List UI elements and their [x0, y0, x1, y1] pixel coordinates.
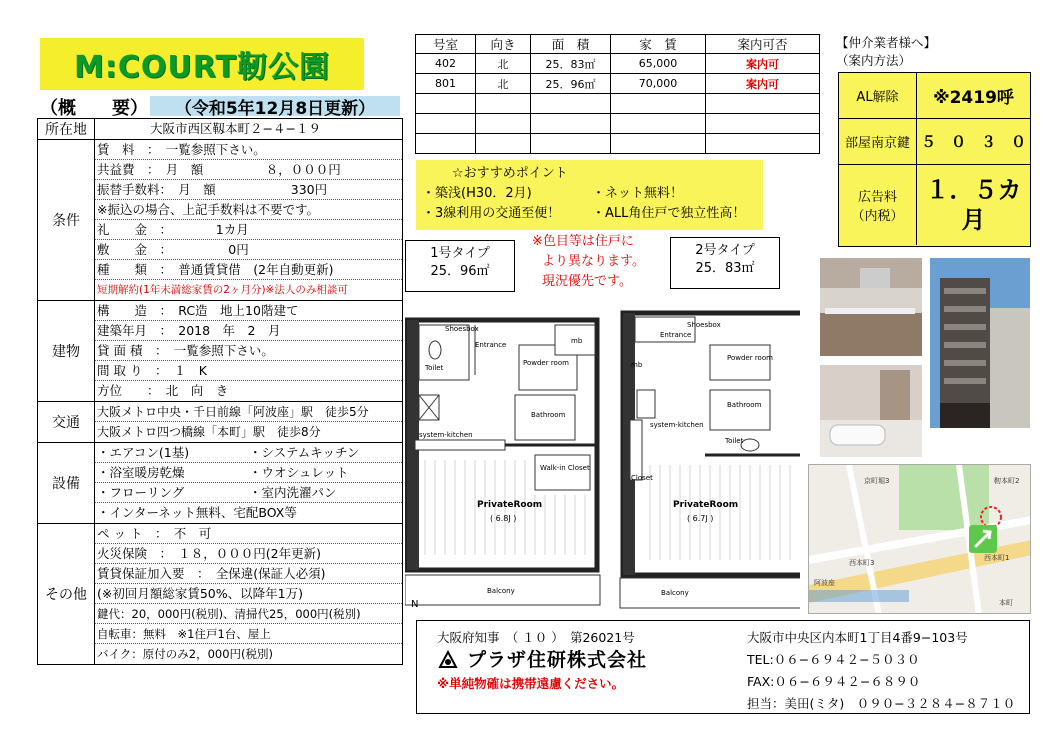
recommend-heading: ☆おすすめポイント — [452, 166, 568, 181]
plan-room-size: ( 6.7J ) — [687, 514, 714, 523]
plan-label: Bathroom — [531, 411, 566, 419]
kitchen-photo — [820, 258, 922, 356]
address-value: 大阪市西区靱本町２−４−１９ — [150, 121, 321, 136]
recommend-item: ・ALL角住戸で独立性高！ — [592, 206, 746, 221]
agent-key: AL解除 — [839, 73, 917, 118]
agent-intro — [836, 34, 936, 70]
agent-key: 部屋南京鍵 — [839, 119, 917, 164]
other-line: ペ ッ ト ： 不 可 — [95, 524, 402, 544]
cond-line: 敷 金 ： 0円 — [95, 240, 402, 260]
cond-line: 振替手数料： 月 額 330円 — [95, 180, 402, 200]
type1-name: 1号タイプ — [430, 246, 490, 261]
company-logo — [437, 649, 647, 671]
building-line: 間 取 り ： １ K — [95, 361, 402, 381]
unit-cell: 801 — [416, 74, 476, 94]
recommend-item: ・ネット無料！ — [592, 186, 684, 201]
type2-name: 2号タイプ — [695, 243, 755, 258]
plan-label: Toilet — [725, 437, 744, 445]
cond-line: 共益費 ： 月 額 ８，０００円 — [95, 160, 402, 180]
update-label: （令和5年12月8日更新） — [150, 96, 400, 116]
cond-line: ※振込の場合、上記手数料は不要です。 — [95, 200, 402, 220]
units-header: 面 積 — [531, 35, 611, 54]
color-note-line: ※色目等は住戸に — [532, 234, 634, 249]
agent-value: ５ ０ ３ ０ — [920, 133, 1026, 151]
building-label: 建物 — [38, 301, 95, 402]
footer-box — [416, 620, 1030, 714]
company-tel: TEL:０６−６９４２−５０３０ — [747, 652, 920, 667]
agent-value: ※2419呼 — [933, 88, 1014, 108]
unit-cell: 25．83㎡ — [531, 54, 611, 74]
type1-box — [405, 240, 515, 292]
cond-line: 賃 料 ： 一覧参照下さい。 — [95, 140, 402, 160]
plan-label: Powder room — [727, 354, 773, 362]
address-label: 所在地 — [38, 119, 95, 140]
map-label: 京町堀3 — [864, 477, 890, 485]
type2-area: 25．83㎡ — [695, 261, 755, 276]
table-row — [416, 74, 820, 94]
info-table — [37, 118, 403, 665]
unit-cell: 25．96㎡ — [531, 74, 611, 94]
recommend-item: ・3線利用の交通至便！ — [422, 206, 561, 221]
building-line: 方位 ： 北 向 き — [97, 383, 229, 398]
bathroom-photo — [820, 365, 922, 457]
overview-label: （概 要） — [40, 98, 148, 119]
plan-label: Closet — [631, 474, 653, 482]
building-line: 貸 面 積 ： 一覧参照下さい。 — [95, 341, 402, 361]
units-table — [415, 34, 820, 154]
plan-label: system-kitchen — [419, 431, 473, 439]
company-fax: FAX:０６−６９４２−６８９０ — [747, 674, 921, 689]
unit-cell: 402 — [416, 54, 476, 74]
color-note-line: より異なります。 — [542, 254, 645, 269]
plan-label: Toilet — [425, 364, 444, 372]
color-note — [532, 232, 645, 292]
facilities-label: 設備 — [38, 443, 95, 524]
agent-key: 広告料 （内税） — [839, 165, 917, 245]
plan-room: PrivateRoom — [477, 500, 543, 510]
property-title: M:COURT靭公園 — [40, 38, 364, 90]
agent-box — [838, 72, 1031, 247]
transport-line: 大阪メトロ四つ橋線「本町」駅 徒歩8分 — [97, 425, 321, 439]
building-photo — [930, 258, 1030, 428]
building-line: 構 造 ： RC造 地上10階建て — [95, 301, 402, 321]
map-label: 西本町3 — [849, 559, 875, 567]
company-address: 大阪市中央区内本町1丁目4番9−103号 — [747, 630, 968, 645]
unit-cell: 北 — [476, 74, 531, 94]
plan-label: Walk-in Closet — [540, 464, 590, 472]
company-contact: 担当：美田(ミタ) ０９０−３２８４−８７１０ — [747, 696, 1016, 711]
plan-label: Shoesbox — [445, 325, 479, 333]
plan-label: Shoesbox — [687, 321, 721, 329]
plan-label: Bathroom — [727, 401, 762, 409]
transport-line: 大阪メトロ中央・千日前線「阿波座」駅 徒歩5分 — [95, 402, 402, 422]
unit-cell: 案内可 — [706, 54, 820, 74]
cond-line: 種 類 ： 普通賃貸借 (2年自動更新) — [95, 260, 402, 280]
floor-plans — [405, 295, 800, 620]
plan-label: Entrance — [475, 341, 507, 349]
plan-room: PrivateRoom — [673, 500, 739, 510]
unit-cell: 北 — [476, 54, 531, 74]
license-text: 大阪府知事 （ １０ ） 第26021号 — [437, 630, 635, 645]
plan-label: mb — [631, 361, 643, 369]
facility-item: ・エアコン(1基) — [97, 445, 190, 460]
other-small: バイク：原付のみ2，000円(税別) — [97, 647, 274, 661]
unit-cell: 70,000 — [611, 74, 706, 94]
location-map — [808, 464, 1031, 614]
units-header: 案内可否 — [706, 35, 820, 54]
transport-label: 交通 — [38, 402, 95, 443]
cond-line: 礼 金 ： 1カ月 — [95, 220, 402, 240]
recommend-box — [416, 160, 763, 230]
recommend-item: ・築浅(H30．2月) — [422, 186, 532, 201]
table-row — [416, 94, 820, 114]
table-row — [416, 114, 820, 134]
company-logo-icon — [437, 649, 459, 671]
agent-value: １．５カ 月 — [925, 176, 1022, 234]
plan-label: system-kitchen — [650, 421, 704, 429]
plan-label: mb — [571, 337, 583, 345]
cond-red-note: 短期解約(1年未満総家賃の2ヶ月分)※法人のみ相談可 — [97, 284, 348, 296]
footer-warning: ※単純物確は携帯遠慮ください。 — [437, 676, 625, 691]
plan-label: Entrance — [660, 331, 692, 339]
plan-label: Balcony — [661, 589, 689, 597]
unit-cell: 案内可 — [706, 74, 820, 94]
type1-area: 25．96㎡ — [430, 264, 490, 279]
units-header: 家 賃 — [611, 35, 706, 54]
conditions-label: 条件 — [38, 140, 95, 301]
agent-intro-line: （案内方法） — [836, 53, 912, 68]
facility-item: ・システムキッチン — [249, 445, 360, 460]
other-line: (※初回月額総家賃50%、以降年1万) — [95, 584, 402, 604]
other-line: 賃貸保証加入要 ： 全保違(保証人必須) — [95, 564, 402, 584]
company-name: プラザ住研株式会社 — [467, 649, 648, 671]
agent-intro-line: 【仲介業者様へ】 — [836, 35, 937, 50]
type2-box — [670, 237, 780, 289]
table-row — [416, 134, 820, 154]
plan-label: Powder room — [523, 359, 569, 367]
plan-room-size: ( 6.8J ) — [490, 514, 517, 523]
facility-item: ・浴室暖房乾燥 — [97, 465, 185, 480]
table-row — [416, 54, 820, 74]
map-label: 阿波座 — [814, 579, 835, 587]
units-header: 向き — [476, 35, 531, 54]
facility-item: ・室内洗濯パン — [249, 485, 337, 500]
color-note-line: 現況優先です。 — [542, 274, 632, 289]
facility-item: ・インターネット無料、宅配BOX等 — [97, 505, 297, 520]
map-label: 本町 — [999, 599, 1013, 607]
units-header: 号室 — [416, 35, 476, 54]
other-small: 自転車：無料 ※1住戸1台、屋上 — [95, 624, 402, 644]
facility-item: ・フローリング — [97, 485, 185, 500]
facility-item: ・ウオシュレット — [249, 465, 349, 480]
other-label: その他 — [38, 524, 95, 665]
map-label: 靭本町2 — [994, 477, 1020, 485]
plan-label: Balcony — [487, 587, 515, 595]
other-small: 鍵代：20，000円(税別)、清掃代25，000円(税別) — [95, 604, 402, 624]
north-mark: N — [411, 599, 419, 610]
building-line: 建築年月 ： 2018 年 2 月 — [95, 321, 402, 341]
other-line: 火災保険 ： １８，０００円(2年更新) — [95, 544, 402, 564]
unit-cell: 65,000 — [611, 54, 706, 74]
map-label: 西本町1 — [984, 554, 1010, 562]
